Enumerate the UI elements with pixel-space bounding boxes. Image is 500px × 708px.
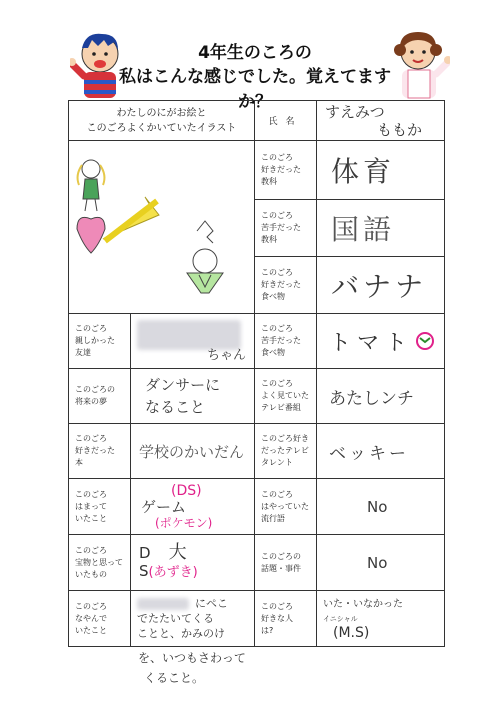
right-answer-7: No bbox=[317, 535, 445, 591]
right-answer-0: 体育 bbox=[317, 141, 445, 200]
left-label-2: このごろ 好きだった 本 bbox=[69, 424, 131, 479]
right-label-6: このごろ はやっていた 流行語 bbox=[255, 479, 317, 535]
right-label-2: このごろ 好きだった 食べ物 bbox=[255, 257, 317, 314]
title-line-1: 4年生のころの bbox=[198, 43, 312, 63]
right-answer-8: いた・いなかった イニシャル (M.S) bbox=[317, 591, 445, 647]
overflow-note: を、いつもさわって くること。 bbox=[138, 651, 246, 685]
left-answer-1: ダンサーに なること bbox=[131, 369, 255, 424]
left-answer-4: D 大 S(あずき) bbox=[131, 535, 255, 591]
left-label-0: このごろ 親しかった 友達 bbox=[69, 314, 131, 369]
left-label-4: このごろ 宝物と思って いたもの bbox=[69, 535, 131, 591]
redacted-text bbox=[137, 598, 189, 610]
profile-table bbox=[68, 100, 445, 647]
right-answer-4: あたしンチ bbox=[317, 369, 445, 424]
right-answer-2: バナナ bbox=[317, 257, 445, 314]
right-label-5: このごろ好き だったテレビ タレント bbox=[255, 424, 317, 479]
left-answer-3: (DS) ゲーム (ポケモン) bbox=[131, 479, 255, 535]
left-answer-2: 学校のかいだん bbox=[131, 424, 255, 479]
name-value: すえみつ ももか bbox=[317, 101, 445, 141]
right-label-3: このごろ 苦手だった 食べ物 bbox=[255, 314, 317, 369]
portrait-header: わたしのにがお絵と このごろよくかいていたイラスト bbox=[69, 101, 255, 141]
right-label-4: このごろ よく見ていた テレビ番組 bbox=[255, 369, 317, 424]
right-answer-5: ベッキー bbox=[317, 424, 445, 479]
portrait-area bbox=[69, 141, 255, 314]
left-answer-0: ちゃん bbox=[131, 314, 255, 369]
right-label-1: このごろ 苦手だった 教科 bbox=[255, 199, 317, 257]
title-line-2: 私はこんな感じでした。覚えてますか？ bbox=[119, 67, 391, 112]
left-label-5: このごろ なやんで いたこと bbox=[69, 591, 131, 647]
right-answer-6: No bbox=[317, 479, 445, 535]
right-answer-3: トマト bbox=[317, 314, 445, 369]
left-label-1: このごろの 将来の夢 bbox=[69, 369, 131, 424]
left-answer-5: にペこ でたたいてくる ことと、かみのけ bbox=[131, 591, 255, 647]
right-answer-1: 国語 bbox=[317, 199, 445, 257]
name-label: 氏名 bbox=[255, 101, 317, 141]
portrait-drawing-icon bbox=[69, 141, 255, 313]
tomato-doodle-icon bbox=[414, 330, 436, 350]
left-label-3: このごろ はまって いたこと bbox=[69, 479, 131, 535]
right-label-8: このごろ 好きな人 は? bbox=[255, 591, 317, 647]
right-label-0: このごろ 好きだった 教科 bbox=[255, 141, 317, 200]
right-label-7: このごろの 話題・事件 bbox=[255, 535, 317, 591]
